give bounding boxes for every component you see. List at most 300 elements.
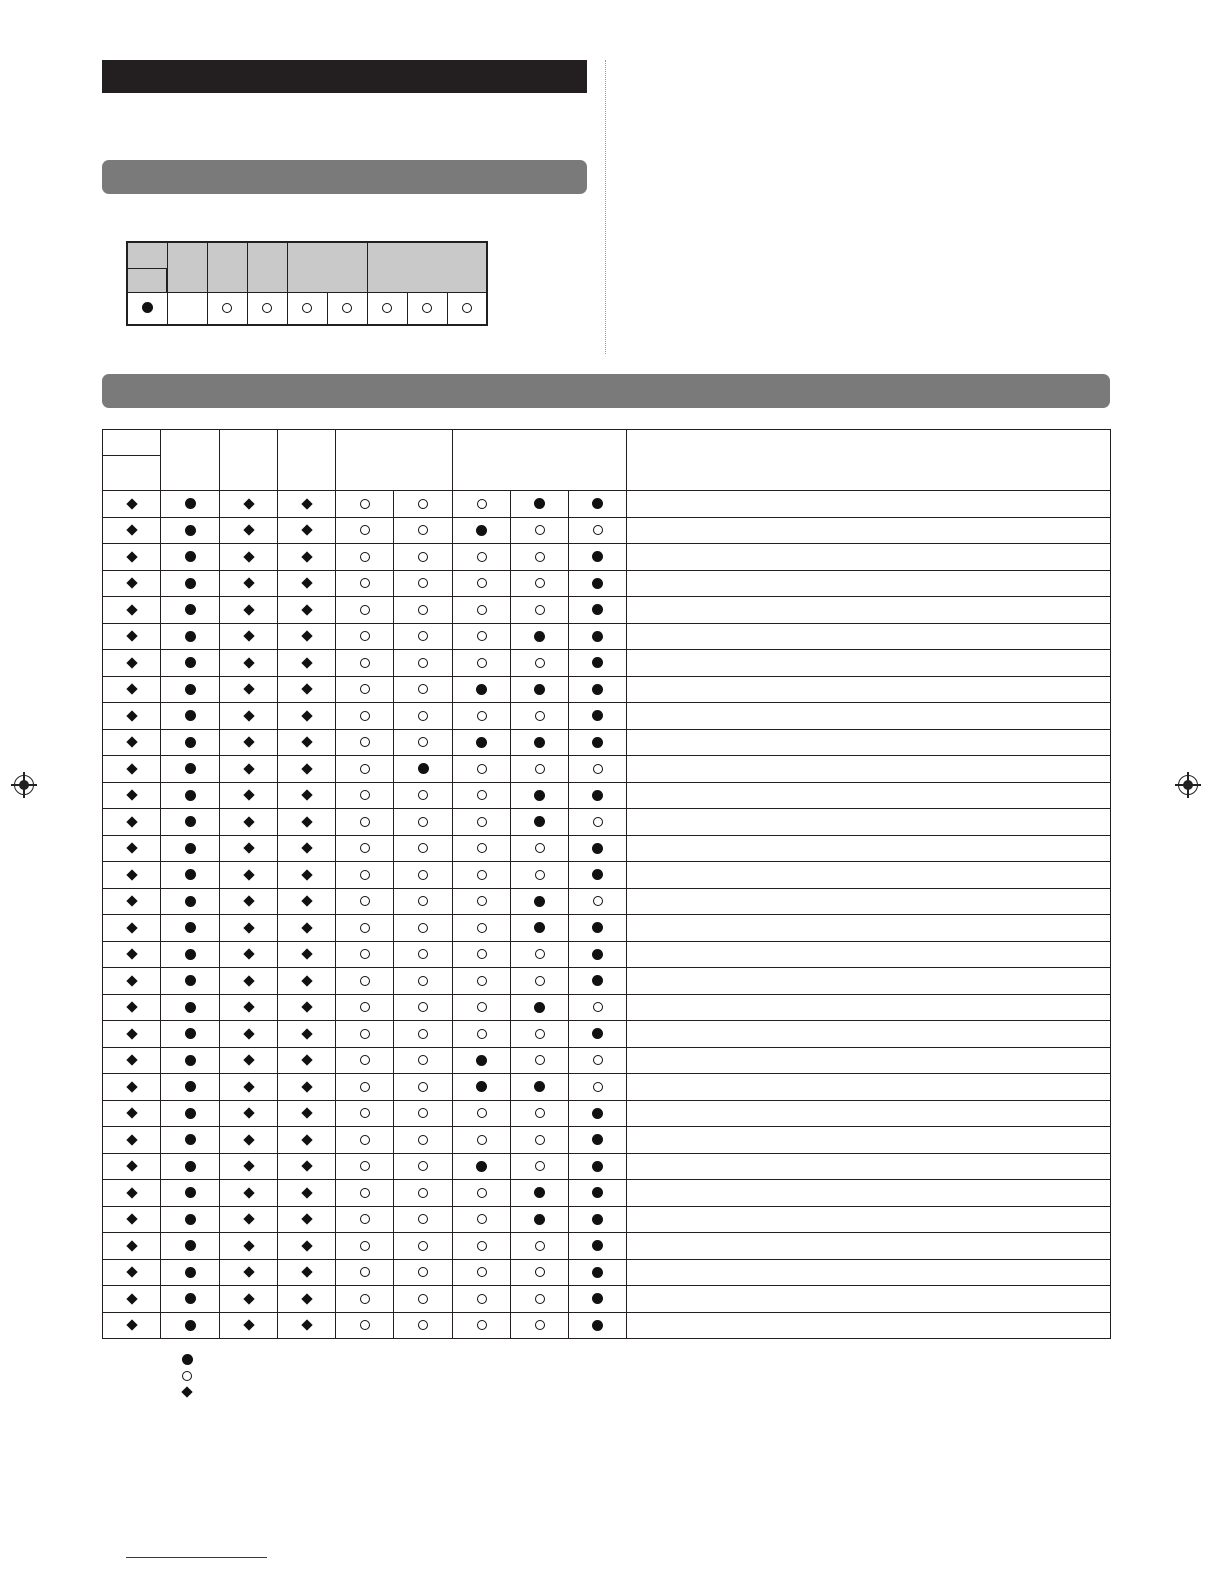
filled-circle-icon	[592, 975, 603, 986]
table-cell	[394, 1286, 453, 1313]
filled-circle-icon	[534, 737, 545, 748]
table-cell	[569, 1100, 627, 1127]
table-cell	[511, 1047, 569, 1074]
open-circle-icon	[418, 1108, 428, 1118]
table-cell	[336, 888, 394, 915]
table-cell	[278, 676, 336, 703]
table-cell	[103, 941, 161, 968]
table-cell	[394, 756, 453, 783]
table-cell	[336, 517, 394, 544]
diamond-icon	[126, 1054, 137, 1065]
summary-header-cell	[367, 242, 487, 292]
filled-circle-icon	[185, 498, 196, 509]
table-cell	[453, 623, 511, 650]
summary-table	[126, 241, 488, 326]
table-cell	[453, 1074, 511, 1101]
table-cell	[103, 1206, 161, 1233]
diamond-icon	[126, 869, 137, 880]
filled-circle-icon	[185, 1108, 196, 1119]
open-circle-icon	[418, 1029, 428, 1039]
description-cell	[627, 650, 1111, 677]
diamond-icon	[126, 498, 137, 509]
filled-circle-icon	[592, 843, 603, 854]
filled-circle-icon	[592, 1293, 603, 1304]
table-cell	[336, 968, 394, 995]
diamond-icon	[301, 1081, 312, 1092]
filled-circle-icon	[185, 1293, 196, 1304]
diamond-icon	[243, 1160, 254, 1171]
diamond-icon	[126, 736, 137, 747]
diamond-icon	[243, 736, 254, 747]
description-cell	[627, 1074, 1111, 1101]
table-cell	[511, 1021, 569, 1048]
table-cell	[278, 1074, 336, 1101]
table-header-cell	[627, 430, 1111, 491]
table-cell	[220, 1259, 278, 1286]
open-circle-icon	[535, 1267, 545, 1277]
open-circle-icon	[477, 1002, 487, 1012]
table-row	[103, 703, 1111, 730]
table-cell	[161, 570, 220, 597]
diamond-icon	[301, 1266, 312, 1277]
table-cell	[453, 597, 511, 624]
diamond-icon	[126, 922, 137, 933]
table-cell	[569, 491, 627, 518]
diamond-icon	[126, 1001, 137, 1012]
open-circle-icon	[535, 525, 545, 535]
open-circle-icon	[418, 525, 428, 535]
open-circle-icon	[418, 499, 428, 509]
table-row	[103, 968, 1111, 995]
table-cell	[278, 888, 336, 915]
open-circle-icon	[382, 303, 392, 313]
filled-circle-icon	[418, 763, 429, 774]
diamond-icon	[301, 657, 312, 668]
description-cell	[627, 835, 1111, 862]
table-cell	[511, 544, 569, 571]
open-circle-icon	[360, 790, 370, 800]
table-cell	[453, 968, 511, 995]
open-circle-icon	[593, 1002, 603, 1012]
open-circle-icon	[535, 578, 545, 588]
summary-header-cell	[287, 242, 367, 292]
open-circle-icon	[477, 896, 487, 906]
description-cell	[627, 756, 1111, 783]
open-circle-icon	[418, 631, 428, 641]
diamond-icon	[243, 816, 254, 827]
open-circle-icon	[418, 896, 428, 906]
diamond-icon	[301, 895, 312, 906]
table-cell	[453, 1312, 511, 1339]
table-cell	[161, 862, 220, 889]
table-row	[103, 1021, 1111, 1048]
table-cell	[511, 994, 569, 1021]
diamond-icon	[243, 657, 254, 668]
table-cell	[569, 597, 627, 624]
filled-circle-icon	[534, 1214, 545, 1225]
diamond-icon	[301, 763, 312, 774]
table-cell	[453, 1100, 511, 1127]
table-header-cell	[453, 430, 627, 491]
diamond-icon	[301, 498, 312, 509]
open-circle-icon	[477, 1108, 487, 1118]
description-cell	[627, 809, 1111, 836]
table-cell	[220, 809, 278, 836]
filled-circle-icon	[592, 684, 603, 695]
table-cell	[220, 729, 278, 756]
table-cell	[336, 597, 394, 624]
filled-circle-icon	[592, 922, 603, 933]
open-circle-icon	[360, 552, 370, 562]
diamond-icon	[301, 604, 312, 615]
table-cell	[220, 1127, 278, 1154]
table-cell	[103, 491, 161, 518]
table-row	[103, 862, 1111, 889]
open-circle-icon	[360, 817, 370, 827]
table-cell	[453, 1286, 511, 1313]
registration-mark-left-icon	[14, 775, 34, 795]
open-circle-icon	[360, 1241, 370, 1251]
table-cell	[161, 1180, 220, 1207]
table-cell	[569, 1286, 627, 1313]
table-cell	[103, 517, 161, 544]
diamond-icon	[126, 1213, 137, 1224]
table-cell	[278, 623, 336, 650]
diamond-icon	[126, 1081, 137, 1092]
open-circle-icon	[593, 525, 603, 535]
table-cell	[336, 1206, 394, 1233]
table-cell	[161, 1233, 220, 1260]
table-cell	[103, 1127, 161, 1154]
open-circle-icon	[418, 1294, 428, 1304]
table-row	[103, 835, 1111, 862]
table-cell	[103, 676, 161, 703]
open-circle-icon	[535, 764, 545, 774]
table-cell	[394, 1021, 453, 1048]
open-circle-icon	[418, 790, 428, 800]
table-cell	[161, 1312, 220, 1339]
diamond-icon	[301, 1213, 312, 1224]
table-cell	[220, 650, 278, 677]
open-circle-icon	[593, 896, 603, 906]
description-cell	[627, 1286, 1111, 1313]
table-cell	[569, 835, 627, 862]
table-row	[103, 1206, 1111, 1233]
table-cell	[569, 650, 627, 677]
table-cell	[453, 570, 511, 597]
filled-circle-icon	[592, 604, 603, 615]
filled-circle-icon	[592, 710, 603, 721]
description-cell	[627, 1233, 1111, 1260]
table-cell	[161, 1127, 220, 1154]
table-cell	[511, 1233, 569, 1260]
table-cell	[103, 835, 161, 862]
table-cell	[569, 1206, 627, 1233]
table-cell	[394, 597, 453, 624]
open-circle-icon	[360, 1188, 370, 1198]
registration-mark-right-icon	[1178, 775, 1198, 795]
table-cell	[336, 862, 394, 889]
table-cell	[161, 835, 220, 862]
table-cell	[336, 1074, 394, 1101]
table-cell	[161, 1074, 220, 1101]
filled-circle-icon	[534, 631, 545, 642]
description-cell	[627, 994, 1111, 1021]
table-row	[103, 517, 1111, 544]
table-cell	[511, 915, 569, 942]
open-circle-icon	[535, 870, 545, 880]
open-circle-icon	[535, 711, 545, 721]
diamond-icon	[301, 789, 312, 800]
open-circle-icon	[477, 631, 487, 641]
table-cell	[453, 517, 511, 544]
open-circle-icon	[418, 737, 428, 747]
table-cell	[161, 1100, 220, 1127]
table-cell	[336, 676, 394, 703]
table-cell	[103, 809, 161, 836]
table-cell	[336, 809, 394, 836]
table-cell	[103, 968, 161, 995]
open-circle-icon	[418, 817, 428, 827]
diamond-icon	[301, 551, 312, 562]
open-circle-icon	[535, 949, 545, 959]
table-cell	[220, 517, 278, 544]
table-cell	[278, 782, 336, 809]
table-cell	[161, 994, 220, 1021]
filled-circle-icon	[592, 657, 603, 668]
table-cell	[103, 729, 161, 756]
table-cell	[161, 1047, 220, 1074]
table-cell	[278, 491, 336, 518]
table-cell	[278, 1047, 336, 1074]
open-circle-icon	[477, 976, 487, 986]
diamond-icon	[243, 577, 254, 588]
table-cell	[278, 994, 336, 1021]
open-circle-icon	[418, 1002, 428, 1012]
summary-value-cell	[247, 292, 287, 325]
table-cell	[511, 1259, 569, 1286]
table-cell	[220, 1021, 278, 1048]
description-cell	[627, 597, 1111, 624]
table-cell	[220, 597, 278, 624]
table-cell	[453, 544, 511, 571]
table-cell	[394, 1153, 453, 1180]
table-cell	[103, 544, 161, 571]
open-circle-icon	[535, 843, 545, 853]
description-cell	[627, 544, 1111, 571]
filled-circle-icon	[534, 498, 545, 509]
open-circle-icon	[360, 1294, 370, 1304]
section-header-bar-2	[102, 374, 1110, 408]
description-cell	[627, 570, 1111, 597]
filled-circle-icon	[476, 525, 487, 536]
table-cell	[453, 1127, 511, 1154]
diamond-icon	[126, 1187, 137, 1198]
open-circle-icon	[182, 1371, 192, 1381]
diamond-icon	[243, 551, 254, 562]
table-cell	[336, 703, 394, 730]
open-circle-icon	[360, 1108, 370, 1118]
table-cell	[220, 1312, 278, 1339]
summary-value-cell	[127, 292, 167, 325]
table-cell	[103, 1180, 161, 1207]
open-circle-icon	[477, 1135, 487, 1145]
filled-circle-icon	[185, 1134, 196, 1145]
filled-circle-icon	[185, 657, 196, 668]
table-cell	[278, 570, 336, 597]
filled-circle-icon	[534, 684, 545, 695]
diamond-icon	[243, 1213, 254, 1224]
open-circle-icon	[418, 923, 428, 933]
filled-circle-icon	[185, 1320, 196, 1331]
diamond-icon	[243, 869, 254, 880]
table-cell	[161, 968, 220, 995]
table-cell	[336, 835, 394, 862]
table-row	[103, 809, 1111, 836]
summary-value-cell	[447, 292, 487, 325]
diamond-icon	[301, 842, 312, 853]
table-cell	[278, 544, 336, 571]
open-circle-icon	[360, 658, 370, 668]
table-cell	[336, 1153, 394, 1180]
diamond-icon	[301, 1054, 312, 1065]
table-cell	[220, 676, 278, 703]
table-row	[103, 888, 1111, 915]
table-cell	[453, 729, 511, 756]
filled-circle-icon	[185, 816, 196, 827]
open-circle-icon	[360, 605, 370, 615]
open-circle-icon	[477, 923, 487, 933]
table-cell	[453, 1153, 511, 1180]
table-row	[103, 1180, 1111, 1207]
table-cell	[103, 1259, 161, 1286]
open-circle-icon	[535, 1029, 545, 1039]
diamond-icon	[126, 683, 137, 694]
table-cell	[453, 994, 511, 1021]
table-cell	[220, 862, 278, 889]
open-circle-icon	[360, 737, 370, 747]
table-cell	[394, 941, 453, 968]
open-circle-icon	[360, 923, 370, 933]
open-circle-icon	[477, 1320, 487, 1330]
table-cell	[278, 1100, 336, 1127]
diamond-icon	[301, 683, 312, 694]
table-cell	[569, 1180, 627, 1207]
table-cell	[453, 1047, 511, 1074]
table-cell	[453, 1259, 511, 1286]
diamond-icon	[243, 922, 254, 933]
open-circle-icon	[593, 1055, 603, 1065]
description-cell	[627, 1127, 1111, 1154]
table-row	[103, 544, 1111, 571]
table-cell	[569, 729, 627, 756]
table-cell	[511, 1153, 569, 1180]
table-cell	[103, 1312, 161, 1339]
table-cell	[394, 1233, 453, 1260]
table-cell	[394, 544, 453, 571]
table-cell	[161, 676, 220, 703]
table-cell	[569, 782, 627, 809]
table-cell	[278, 1021, 336, 1048]
description-cell	[627, 1047, 1111, 1074]
open-circle-icon	[477, 578, 487, 588]
open-circle-icon	[418, 949, 428, 959]
open-circle-icon	[477, 658, 487, 668]
table-cell	[161, 650, 220, 677]
table-cell	[278, 1259, 336, 1286]
legend-item	[181, 1370, 193, 1382]
section-header-bar-1	[102, 160, 587, 194]
diamond-icon	[243, 1107, 254, 1118]
table-cell	[511, 888, 569, 915]
table-cell	[278, 862, 336, 889]
table-cell	[278, 1180, 336, 1207]
filled-circle-icon	[185, 949, 196, 960]
description-cell	[627, 1206, 1111, 1233]
open-circle-icon	[418, 605, 428, 615]
table-cell	[394, 491, 453, 518]
diamond-icon	[126, 1160, 137, 1171]
diamond-icon	[126, 1028, 137, 1039]
filled-circle-icon	[185, 896, 196, 907]
table-cell	[103, 862, 161, 889]
table-cell	[394, 570, 453, 597]
table-cell	[569, 1153, 627, 1180]
table-cell	[220, 1286, 278, 1313]
table-cell	[569, 941, 627, 968]
table-cell	[569, 915, 627, 942]
diamond-icon	[126, 630, 137, 641]
open-circle-icon	[360, 1320, 370, 1330]
table-cell	[569, 676, 627, 703]
open-circle-icon	[360, 843, 370, 853]
open-circle-icon	[360, 1055, 370, 1065]
table-cell	[569, 517, 627, 544]
filled-circle-icon	[185, 737, 196, 748]
diamond-icon	[301, 1240, 312, 1251]
open-circle-icon	[477, 552, 487, 562]
filled-circle-icon	[185, 578, 196, 589]
diamond-icon	[301, 1028, 312, 1039]
table-cell	[103, 994, 161, 1021]
table-cell	[336, 491, 394, 518]
table-cell	[278, 1127, 336, 1154]
filled-circle-icon	[592, 551, 603, 562]
table-cell	[103, 570, 161, 597]
table-row	[103, 1074, 1111, 1101]
open-circle-icon	[418, 976, 428, 986]
table-cell	[511, 1206, 569, 1233]
open-circle-icon	[360, 1161, 370, 1171]
diamond-icon	[126, 1107, 137, 1118]
description-cell	[627, 623, 1111, 650]
table-cell	[220, 888, 278, 915]
table-cell	[511, 941, 569, 968]
table-cell	[394, 1259, 453, 1286]
table-cell	[394, 703, 453, 730]
table-row	[103, 650, 1111, 677]
table-cell	[569, 1312, 627, 1339]
open-circle-icon	[360, 976, 370, 986]
open-circle-icon	[360, 1029, 370, 1039]
table-cell	[220, 1153, 278, 1180]
table-cell	[453, 1206, 511, 1233]
table-row	[103, 1259, 1111, 1286]
table-cell	[394, 994, 453, 1021]
open-circle-icon	[477, 843, 487, 853]
table-cell	[220, 623, 278, 650]
table-cell	[511, 570, 569, 597]
